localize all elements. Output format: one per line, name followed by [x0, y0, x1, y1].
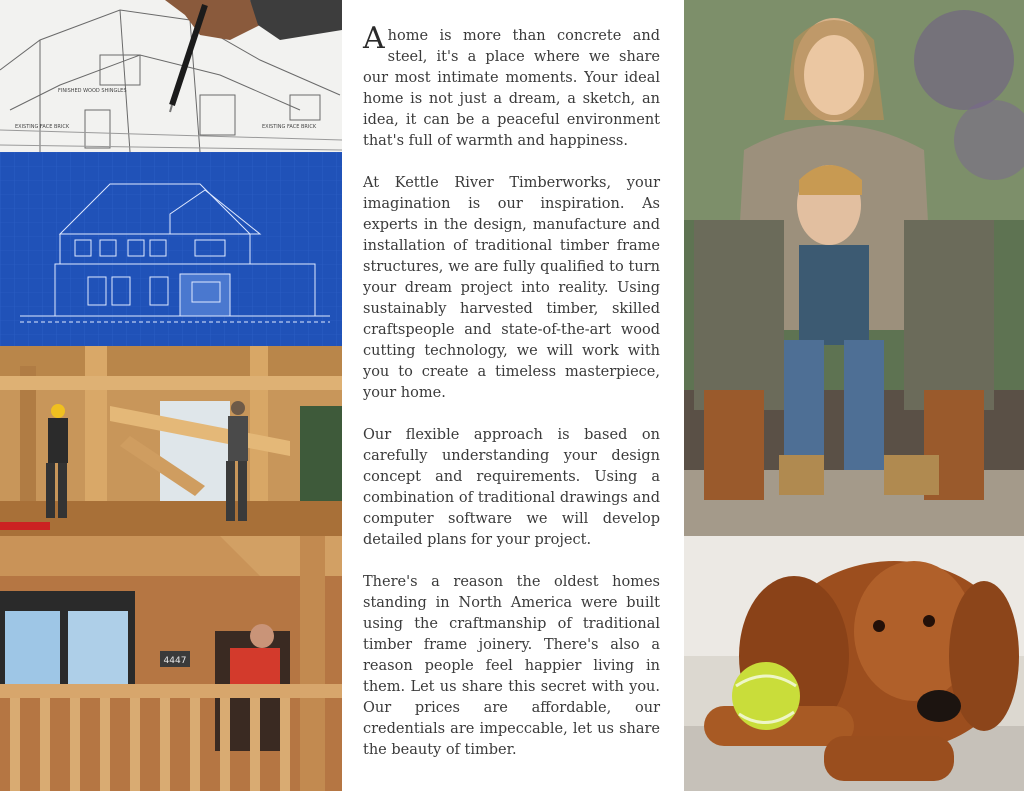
- paragraph-about: At Kettle River Timberworks, your imagination is our inspiration. As experts in the design, manufacture and installation of traditional timber frame structures, we are fully qualified to turn your dream project into reality. Using sustainably harvested timber, skilled craftspeople and state-of-the-art wood cutting technology, we will work with you to create a timeless masterpiece, your home.: [363, 175, 660, 401]
- paragraph-intro: [363, 21, 660, 152]
- sketch-drawing-photo: [0, 0, 342, 152]
- blueprint-photo: [0, 152, 342, 346]
- mother-child-photo: [684, 0, 1024, 536]
- text-column: [342, 0, 684, 791]
- paragraph-tradition: There's a reason the oldest homes standing in North America were built using the craftmanship of traditional timber frame joinery. There's also a reason people feel happier living in them. Let us share this secret with you. Our prices are affordable, our credentials are impeccable, let us share the beauty of timber.: [363, 574, 660, 758]
- article-body: [363, 21, 660, 782]
- sketch-label-3: EXISTING FACE BRICK: [262, 124, 317, 130]
- paragraph-intro-text: home is more than concrete and steel, it's a place where we share our most intimate moments. Your ideal home is not just a dream, a sketch, an idea, it can be a peaceful environment that's full of warmth and happiness.: [363, 28, 660, 149]
- dog-with-ball-photo: [684, 536, 1024, 791]
- sketch-label-2: EXISTING FACE BRICK: [15, 124, 70, 130]
- porch-woman-photo: [0, 536, 342, 791]
- house-number: 4447: [163, 656, 187, 666]
- drop-cap: A: [363, 21, 385, 56]
- left-photo-column: [0, 0, 342, 791]
- timber-frame-construction-photo: [0, 346, 342, 536]
- paragraph-approach: Our flexible approach is based on carefully understanding your design concept and requirements. Using a combination of traditional drawings and computer software we will develop detailed plans for your project.: [363, 427, 660, 548]
- right-photo-column: [684, 0, 1024, 791]
- sketch-label-1: FINISHED WOOD SHINGLES: [58, 88, 127, 94]
